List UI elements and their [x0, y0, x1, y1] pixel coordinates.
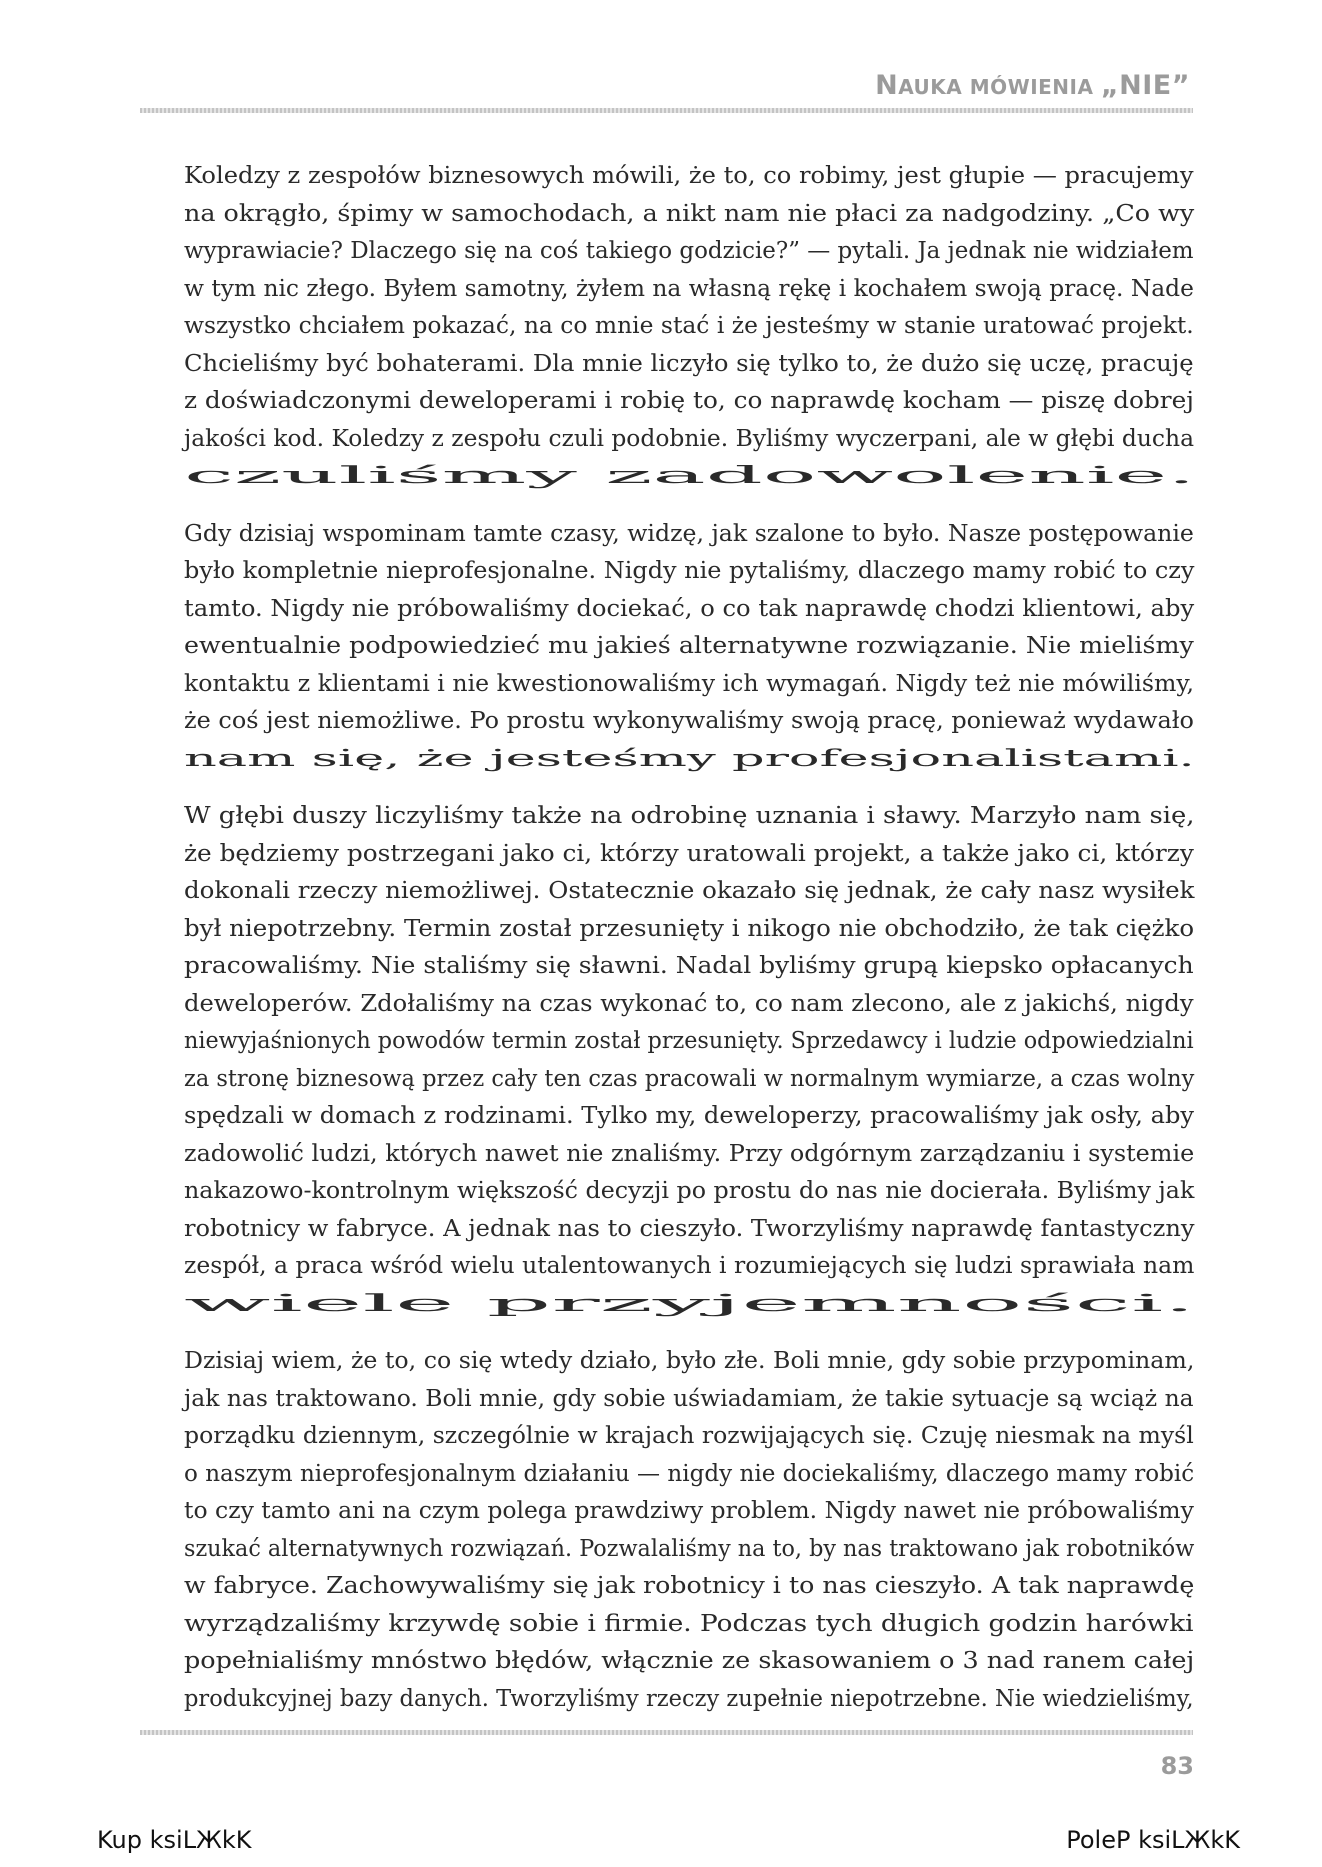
paragraph-3 [184, 798, 1196, 1323]
text-line: wszystko chciałem pokazać, na co mnie stać i że jesteśmy w stanie uratować projekt. [184, 313, 1194, 339]
text-line: to czy tamto ani na czym polega prawdziwy problem. Nigdy nawet nie próbowaliśmy [184, 1498, 1194, 1524]
text-line: był niepotrzebny. Termin został przesunięty i nikogo nie obchodziło, że tak ciężko [184, 915, 1195, 942]
text-line: było kompletnie nieprofesjonalne. Nigdy nie pytaliśmy, dlaczego mamy robić to czy [184, 558, 1195, 584]
running-header-initial: N [875, 70, 899, 101]
text-line: niewyjaśnionych powodów termin został przesunięty. Sprzedawcy i ludzie odpowiedzialni [184, 1028, 1194, 1054]
running-header [875, 70, 1190, 101]
text-line: spędzali w domach z rodzinami. Tylko my, deweloperzy, pracowaliśmy jak osły, aby [184, 1103, 1194, 1129]
text-line: w fabryce. Zachowywaliśmy się jak robotnicy i to nas cieszyło. A tak naprawdę [184, 1573, 1195, 1599]
text-line: że coś jest niemożliwe. Po prostu wykonywaliśmy swoją pracę, ponieważ wydawało [184, 708, 1194, 734]
text-line: z doświadczonymi deweloperami i robię to, co naprawdę kocham — piszę dobrej [184, 388, 1194, 414]
text-line: na okrągło, śpimy w samochodach, a nikt nam nie płaci za nadgodziny. „Co wy [184, 200, 1195, 227]
text-line: robotnicy w fabryce. A jednak nas to cieszyło. Tworzyliśmy naprawdę fantastyczny [184, 1215, 1195, 1242]
text-line: jak nas traktowano. Boli mnie, gdy sobie uświadamiam, że takie sytuacje są wciąż na [184, 1385, 1194, 1412]
text-line: W głębi duszy liczyliśmy także na odrobinę uznania i sławy. Marzyło nam się, [184, 803, 1195, 829]
text-line: wyprawiacie? Dlaczego się na coś takiego godzicie?” — pytali. Ja jednak nie widziałem [184, 238, 1194, 264]
text-line: kontaktu z klientami i nie kwestionowaliśmy ich wymagań. Nigdy też nie mówiliśmy, [184, 670, 1195, 697]
paragraph-4 [184, 1343, 1196, 1718]
text-line: w tym nic złego. Byłem samotny, żyłem na własną rękę i kochałem swoją pracę. Nade [184, 275, 1194, 302]
text-line: zespół, a praca wśród wielu utalentowanych i rozumiejących się ludzi sprawiała nam [184, 1253, 1195, 1279]
text-line: za stronę biznesową przez cały ten czas pracowali w normalnym wymiarze, a czas wolny [184, 1065, 1195, 1092]
text-line: Chcieliśmy być bohaterami. Dla mnie liczyło się tylko to, że dużo się uczę, pracuję [184, 350, 1194, 377]
text-line: Gdy dzisiaj wspominam tamte czasy, widzę, jak szalone to było. Nasze postępowanie [184, 520, 1194, 547]
text-line: pracowaliśmy. Nie staliśmy się sławni. Nadal byliśmy grupą kiepsko opłacanych [184, 953, 1194, 979]
header-divider [140, 108, 1193, 113]
text-line: nakazowo-kontrolnym większość decyzji po prostu do nas nie docierała. Byliśmy jak [184, 1178, 1195, 1204]
text-line: dokonali rzeczy niemożliwej. Ostatecznie okazało się jednak, że cały nasz wysiłek [184, 878, 1195, 904]
text-line: czuliśmy zadowolenie. [184, 463, 1196, 489]
text-line: ewentualnie podpowiedzieć mu jakieś alternatywne rozwiązanie. Nie mieliśmy [184, 633, 1194, 659]
footer-divider [140, 1730, 1193, 1735]
text-line: wyrządzaliśmy krzywdę sobie i firmie. Podczas tych długich godzin harówki [184, 1610, 1194, 1637]
body-text [184, 158, 1196, 1738]
running-header-quote: „NIE” [1100, 70, 1190, 101]
text-line: jakości kod. Koledzy z zespołu czuli podobnie. Byliśmy wyczerpani, ale w głębi ducha [184, 425, 1194, 452]
text-line: o naszym nieprofesjonalnym działaniu — nigdy nie dociekaliśmy, dlaczego mamy robić [184, 1460, 1195, 1487]
text-line: deweloperów. Zdołaliśmy na czas wykonać to, co nam zlecono, ale z jakichś, nigdy [184, 990, 1194, 1017]
text-line: nam się, że jesteśmy profesjonalistami. [184, 745, 1195, 772]
text-line: zadowolić ludzi, których nawet nie znaliśmy. Przy odgórnym zarządzaniu i systemie [184, 1140, 1195, 1167]
text-line: Koledzy z zespołów biznesowych mówili, że to, co robimy, jest głupie — pracujemy [184, 163, 1194, 189]
text-line: wiele przyjemności. [184, 1290, 1196, 1317]
running-header-smallcaps: AUKA MÓWIENIA [898, 75, 1101, 99]
text-line: porządku dziennym, szczególnie w krajach rozwijających się. Czuję niesmak na myśl [184, 1423, 1194, 1449]
text-line: szukać alternatywnych rozwiązań. Pozwalaliśmy na to, by nas traktowano jak robotników [184, 1535, 1195, 1562]
buy-book-link[interactable]: Kup ksiLЖkK [97, 1826, 252, 1854]
text-line: popełnialiśmy mnóstwo błędów, włącznie ze skasowaniem o 3 nad ranem całej [184, 1648, 1195, 1674]
paragraph-2 [184, 516, 1196, 779]
text-line: tamto. Nigdy nie próbowaliśmy dociekać, o co tak naprawdę chodzi klientowi, aby [184, 595, 1195, 622]
text-line: Dzisiaj wiem, że to, co się wtedy działo, było złe. Boli mnie, gdy sobie przypominam, [184, 1348, 1195, 1374]
page-number: 83 [1160, 1752, 1194, 1780]
recommend-book-link[interactable]: PoleP ksiLЖkK [1066, 1826, 1240, 1854]
text-line: że będziemy postrzegani jako ci, którzy uratowali projekt, a także jako ci, którzy [184, 840, 1194, 867]
paragraph-1 [184, 158, 1196, 496]
text-line: produkcyjnej bazy danych. Tworzyliśmy rzeczy zupełnie niepotrzebne. Nie wiedzieliśmy, [184, 1685, 1194, 1712]
